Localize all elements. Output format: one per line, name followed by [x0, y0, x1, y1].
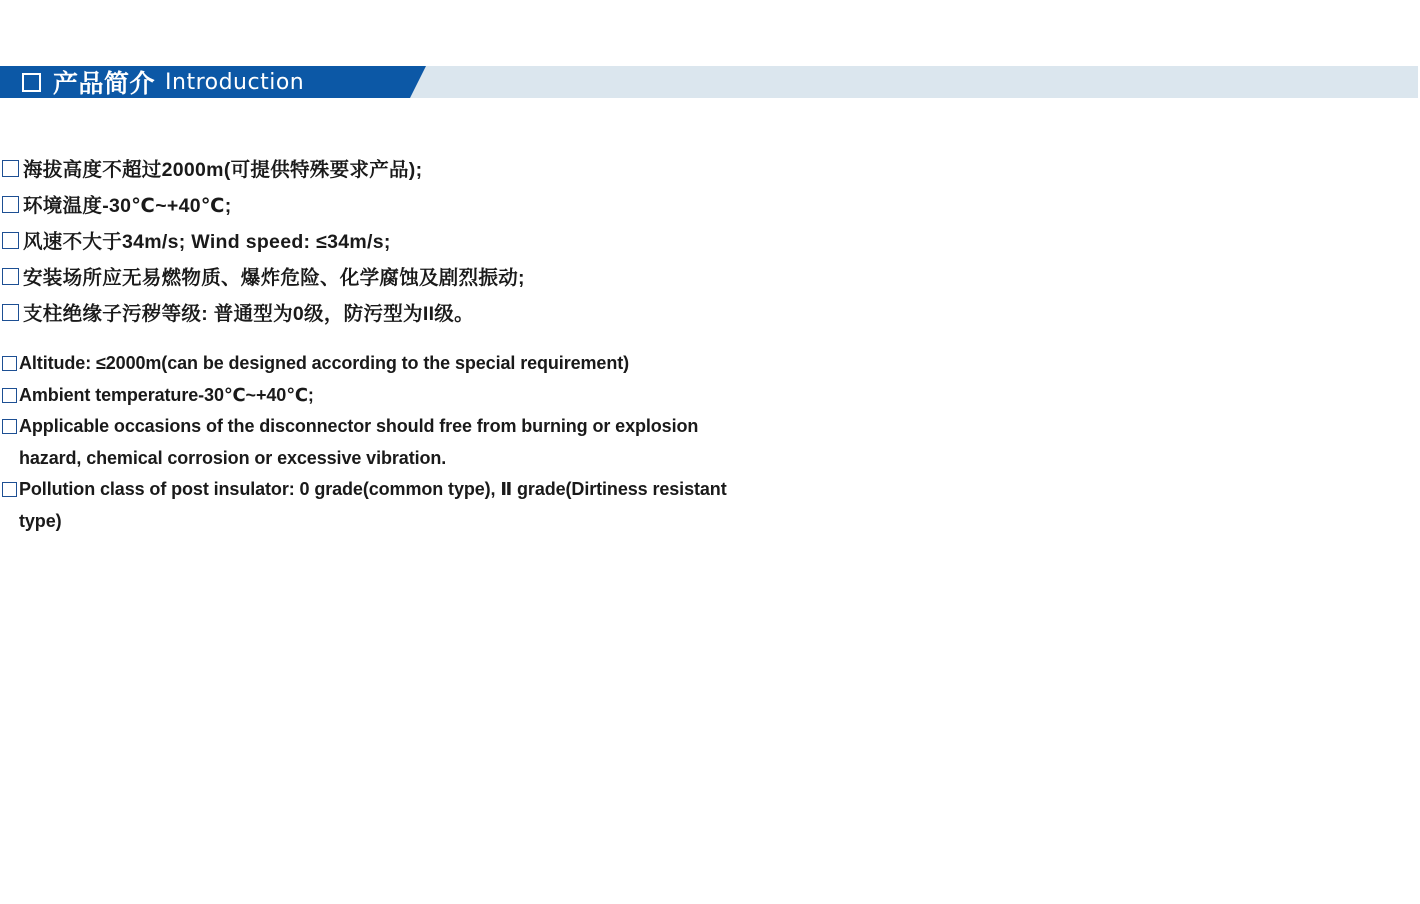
section-title: [22, 66, 304, 98]
checkbox-square-icon: [2, 304, 19, 321]
chinese-spec-list: [2, 150, 525, 330]
checkbox-square-icon: [2, 419, 17, 434]
checkbox-square-icon: [2, 232, 19, 249]
list-item: [2, 348, 782, 380]
list-item: [2, 294, 525, 330]
list-item: [2, 150, 525, 186]
list-item: [2, 380, 782, 412]
list-item-text: 支柱绝缘子污秽等级: 普通型为0级，防污型为II级。: [23, 303, 474, 325]
list-item-text: 安装场所应无易燃物质、爆炸危险、化学腐蚀及剧烈振动;: [23, 267, 525, 289]
section-title-en: Introduction: [165, 69, 305, 95]
list-item-text: 风速不大于34m/s; Wind speed: ≤34m/s;: [23, 231, 391, 253]
english-spec-list: [2, 348, 782, 538]
list-item-text: 海拔高度不超过2000m(可提供特殊要求产品);: [23, 159, 423, 181]
checkbox-square-icon: [2, 268, 19, 285]
list-item: [2, 258, 525, 294]
checkbox-square-icon: [2, 160, 19, 177]
list-item-text: Applicable occasions of the disconnector should free from burning or explosion hazard, chemical corrosion or excessive vibration.: [19, 416, 699, 468]
checkbox-square-icon: [2, 388, 17, 403]
square-box-icon: [22, 73, 41, 92]
list-item: [2, 474, 782, 537]
header-band-light: [406, 66, 1418, 98]
list-item-text: 环境温度-30℃~+40℃;: [23, 195, 232, 217]
list-item: [2, 411, 782, 474]
list-item: [2, 222, 525, 258]
list-item-text: Pollution class of post insulator: 0 grade(common type), Ⅱ grade(Dirtiness resistant type): [19, 479, 727, 531]
checkbox-square-icon: [2, 482, 17, 497]
checkbox-square-icon: [2, 356, 17, 371]
list-item-text: Altitude: ≤2000m(can be designed according to the special requirement): [19, 353, 630, 373]
section-title-cn: 产品简介: [53, 70, 156, 98]
list-item: [2, 186, 525, 222]
section-header-bar: [0, 66, 1418, 98]
checkbox-square-icon: [2, 196, 19, 213]
list-item-text: Ambient temperature-30℃~+40℃;: [19, 384, 314, 405]
